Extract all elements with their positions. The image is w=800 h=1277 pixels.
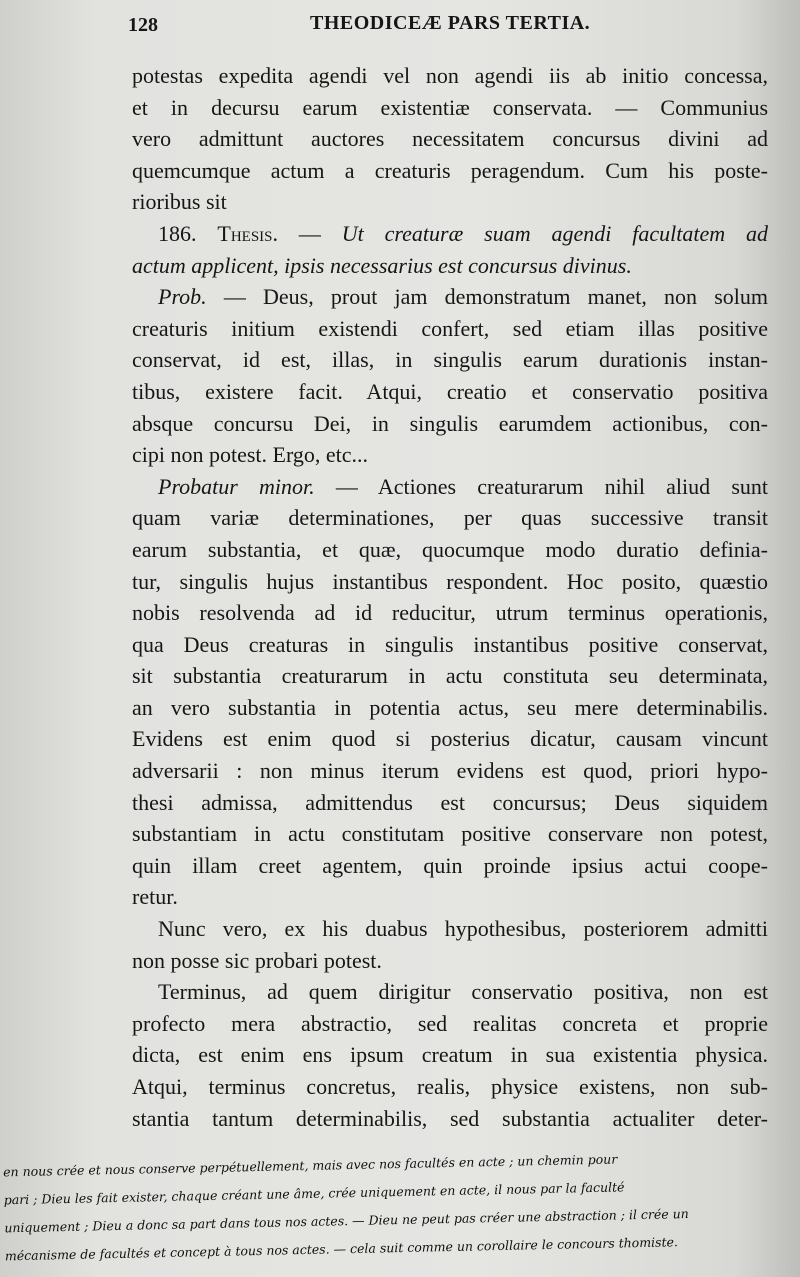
thesis-label: Thesis. bbox=[217, 220, 279, 246]
terminus-paragraph bbox=[132, 976, 768, 1134]
minor-proof-paragraph bbox=[132, 471, 768, 913]
handwritten-annotation bbox=[3, 1142, 800, 1271]
text-line: adversarii : non minus iterum evidens est quod, priori hypo- bbox=[132, 758, 768, 784]
text-line: quemcumque actum a creaturis peragendum. Cum his poste- bbox=[132, 157, 768, 183]
text-line: thesi admissa, admittendus est concursus; Deus siquidem bbox=[132, 789, 768, 815]
proof-text: Deus, prout jam demonstratum manet, non solum bbox=[263, 284, 768, 310]
handwritten-line: uniquement ; Dieu a donc sa part dans tous nos actes. — Dieu ne peut pas créer une abstraction ; il crée un bbox=[4, 1205, 689, 1236]
running-head: THEODICEÆ PARS TERTIA. bbox=[310, 12, 591, 34]
text-line: rioribus sit bbox=[132, 189, 227, 215]
text-line: non posse sic probari potest. bbox=[132, 947, 382, 973]
proof-paragraph bbox=[132, 281, 768, 471]
text-line bbox=[132, 281, 768, 313]
page-number: 128 bbox=[128, 14, 158, 36]
thesis-text: actum applicent, ipsis necessarius est concursus divinus. bbox=[132, 252, 632, 278]
text-line: creaturis initium existendi confert, sed etiam illas positive bbox=[132, 315, 768, 341]
text-line: Atqui, terminus concretus, realis, physice existens, non sub- bbox=[132, 1074, 768, 1099]
page-body bbox=[132, 60, 768, 1134]
minor-dash: — bbox=[314, 473, 378, 499]
thesis-dash: — bbox=[278, 220, 342, 246]
nunc-paragraph bbox=[132, 913, 768, 976]
proof-label: Prob. bbox=[158, 284, 207, 310]
text-line: quam variæ determinationes, per quas successive transit bbox=[132, 505, 768, 531]
text-line: earum substantia, et quæ, quocumque modo duratio definia- bbox=[132, 536, 768, 562]
handwritten-line: mécanisme de facultés et concept à tous nos actes. — cela suit comme un corollaire le concours thomiste. bbox=[4, 1234, 679, 1264]
text-line: Nunc vero, ex his duabus hypothesibus, posteriorem admitti bbox=[158, 916, 768, 942]
text-line: retur. bbox=[132, 884, 178, 910]
text-line: quin illam creet agentem, quin proinde ipsius actui coope- bbox=[132, 852, 768, 878]
text-line: tur, singulis hujus instantibus respondent. Hoc posito, quæstio bbox=[132, 568, 768, 594]
text-line: substantiam in actu constitutam positive conservare non potest, bbox=[132, 821, 768, 847]
text-line: absque concursu Dei, in singulis earumdem actionibus, con- bbox=[132, 410, 768, 436]
thesis-number: 186. bbox=[158, 220, 197, 246]
text-line: stantia tantum determinabilis, sed substantia actualiter deter- bbox=[132, 1105, 768, 1131]
text-line: tibus, existere facit. Atqui, creatio et conservatio positiva bbox=[132, 378, 768, 404]
text-line: nobis resolvenda ad id reducitur, utrum terminus operationis, bbox=[132, 600, 768, 626]
text-line: Terminus, ad quem dirigitur conservatio positiva, non est bbox=[158, 979, 768, 1005]
text-line: sit substantia creaturarum in actu constituta seu determinata, bbox=[132, 663, 768, 689]
text-line bbox=[132, 471, 768, 503]
text-line: Evidens est enim quod si posterius dicatur, causam vincunt bbox=[132, 726, 768, 752]
text-line: conservat, id est, illas, in singulis earum durationis instan- bbox=[132, 347, 768, 373]
text-line: potestas expedita agendi vel non agendi iis ab initio concessa, bbox=[132, 63, 768, 88]
text-line: et in decursu earum existentiæ conservata. — Communius bbox=[132, 94, 768, 120]
thesis-paragraph bbox=[132, 218, 768, 281]
text-line bbox=[132, 218, 768, 250]
text-line: vero admittunt auctores necessitatem concursus divini ad bbox=[132, 126, 768, 152]
text-line: dicta, est enim ens ipsum creatum in sua existentia physica. bbox=[132, 1042, 768, 1068]
text-line: cipi non potest. Ergo, etc... bbox=[132, 442, 369, 468]
text-line: profecto mera abstractio, sed realitas concreta et proprie bbox=[132, 1010, 768, 1036]
minor-label: Probatur minor. bbox=[158, 473, 315, 499]
page-header bbox=[128, 8, 760, 48]
text-line bbox=[132, 250, 768, 282]
minor-text: Actiones creaturarum nihil aliud sunt bbox=[377, 473, 769, 499]
paragraph-intro bbox=[132, 60, 768, 218]
proof-dash: — bbox=[206, 284, 263, 310]
text-line: an vero substantia in potentia actus, seu mere determinabilis. bbox=[132, 694, 768, 720]
handwritten-line: en nous crée et nous conserve perpétuellement, mais avec nos facultés en acte ; un chemin pour bbox=[3, 1151, 618, 1180]
thesis-text: Ut creaturæ suam agendi facultatem ad bbox=[341, 220, 768, 246]
text-line: qua Deus creaturas in singulis instantibus positive conservat, bbox=[132, 631, 768, 657]
handwritten-line: pari ; Dieu les fait exister, chaque créant une âme, crée uniquement en acte, il nous par la faculté bbox=[3, 1179, 625, 1208]
